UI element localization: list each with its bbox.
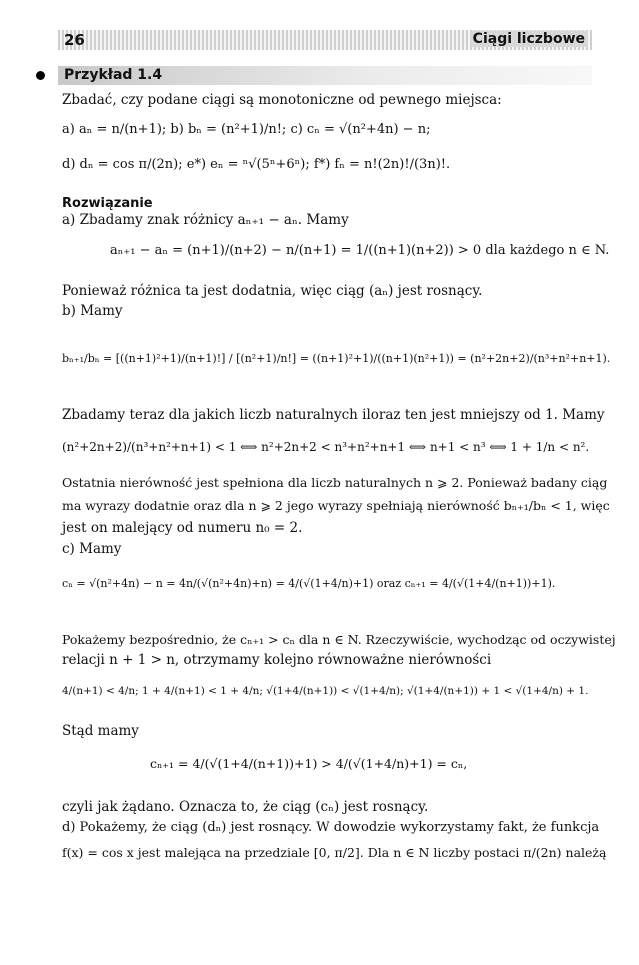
part-d-text-2: f(x) = cos x jest malejąca na przedziale [0, π/2]. Dla n ∈ N liczby postaci π/(2n) należą xyxy=(62,845,607,860)
part-b-inequality: (n²+2n+2)/(n³+n²+n+1) < 1 ⟺ n²+2n+2 < n³+n²+n+1 ⟺ n+1 < n³ ⟺ 1 + 1/n < n². xyxy=(62,440,590,454)
problem-statement: Zbadać, czy podane ciągi są monotoniczne od pewnego miejsca: xyxy=(62,92,502,108)
part-a-intro: a) Zbadamy znak różnicy aₙ₊₁ − aₙ. Mamy xyxy=(62,212,349,228)
solution-heading: Rozwiązanie xyxy=(62,196,153,211)
example-title: Przykład 1.4 xyxy=(64,67,163,83)
part-b-formula: bₙ₊₁/bₙ = [((n+1)²+1)/(n+1)!] / [(n²+1)/n!] = ((n+1)²+1)/((n+1)(n²+1)) = (n²+2n+2)/(n³+n²+n+1). xyxy=(62,352,611,365)
part-a-formula: aₙ₊₁ − aₙ = (n+1)/(n+2) − n/(n+1) = 1/((n+1)(n+2)) > 0 dla każdego n ∈ N. xyxy=(110,243,610,258)
part-b-text-3: ma wyrazy dodatnie oraz dla n ⩾ 2 jego wyrazy spełniają nierówność bₙ₊₁/bₙ < 1, więc xyxy=(62,498,610,513)
part-a-conclusion: Ponieważ różnica ta jest dodatnia, więc ciąg (aₙ) jest rosnący. xyxy=(62,283,483,299)
part-c-text-1: Pokażemy bezpośrednio, że cₙ₊₁ > cₙ dla n ∈ N. Rzeczywiście, wychodząc od oczywistej xyxy=(62,632,616,647)
part-b-text-4: jest on malejący od numeru n₀ = 2. xyxy=(62,520,303,536)
part-c-hence: Stąd mamy xyxy=(62,723,139,739)
part-c-conclusion: czyli jak żądano. Oznacza to, że ciąg (cₙ) jest rosnący. xyxy=(62,799,429,815)
part-c-formula-2: cₙ₊₁ = 4/(√(1+4/(n+1))+1) > 4/(√(1+4/n)+1) = cₙ, xyxy=(150,756,468,771)
part-b-text-2: Ostatnia nierówność jest spełniona dla liczb naturalnych n ⩾ 2. Ponieważ badany ciąg xyxy=(62,475,608,490)
part-c-inequalities: 4/(n+1) < 4/n; 1 + 4/(n+1) < 1 + 4/n; √(1+4/(n+1)) < √(1+4/n); √(1+4/(n+1)) + 1 < √(1+4/n) + 1. xyxy=(62,685,589,697)
part-b-intro: b) Mamy xyxy=(62,303,123,319)
problem-list-line-2: d) dₙ = cos π/(2n); e*) eₙ = ⁿ√(5ⁿ+6ⁿ); f*) fₙ = n!(2n)!/(3n)!. xyxy=(62,157,451,172)
chapter-title: Ciągi liczbowe xyxy=(470,31,588,47)
part-d-text-1: d) Pokażemy, że ciąg (dₙ) jest rosnący. W dowodzie wykorzystamy fakt, że funkcja xyxy=(62,820,600,835)
problem-list-line-1: a) aₙ = n/(n+1); b) bₙ = (n²+1)/n!; c) cₙ = √(n²+4n) − n; xyxy=(62,122,431,137)
example-heading-bar xyxy=(58,66,592,85)
page-number: 26 xyxy=(64,31,85,49)
part-c-intro: c) Mamy xyxy=(62,541,122,557)
part-c-text-2: relacji n + 1 > n, otrzymamy kolejno równoważne nierówności xyxy=(62,652,492,668)
part-c-formula: cₙ = √(n²+4n) − n = 4n/(√(n²+4n)+n) = 4/(√(1+4/n)+1) oraz cₙ₊₁ = 4/(√(1+4/(n+1))+1). xyxy=(62,577,556,590)
bullet-icon xyxy=(36,71,45,80)
part-b-text-1: Zbadamy teraz dla jakich liczb naturalnych iloraz ten jest mniejszy od 1. Mamy xyxy=(62,407,605,423)
page-header xyxy=(58,30,592,50)
